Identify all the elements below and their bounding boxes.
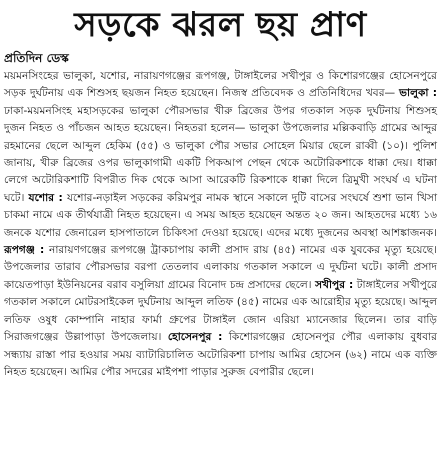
- body-segment: যশোর-নড়াইল সড়কের করিমপুর নামক স্থানে সকালে দুটি বাসের সংঘর্ষে শুশা ভান খিসা চাকমা নামে এক তীর্থযাত্রী নিহত হয়েছেন। এ সময় আহত হয়েছেন অন্তত ২০ জন। আহতদের মধ্যে ১৬ জনকে যশোর জেনারেল হাসপাতালে চিকিৎসা দেওয়া হয়েছে। এদের মধ্যে দুজনের অবস্থা আশঙ্কাজনক।: [4, 191, 438, 239]
- article-body: [4, 68, 437, 381]
- headline-container: [4, 0, 437, 50]
- body-segment: টাঙ্গাইলের সখীপুরে গতকাল সকালে মোটরসাইকেল দুর্ঘটনায় আব্দুল লতিফ (৪৫) নামের এক আরোহীর মৃত্যু হয়েছে। আব্দুল লতিফ ওষুধ কোম্পানি নাহার ফার্মা গ্রুপের টাঙ্গাইল জোন এরিয়া ম্যানেজার ছিলেন। তার বাড়ি সিরাজগঞ্জের উল্লাপাড়া উপজেলায়।: [4, 278, 437, 344]
- body-segment: ঢাকা-ময়মনসিংহ মহাসড়কের ভালুকা পৌরসভার খীরু ব্রিজের উপর গতকাল সড়ক দুর্ঘটনায় শিশুসহ দুজন নিহত ও পাঁচজন আহত হয়েছেন। নিহতরা হলেন— ভালুকা উপজেলার মল্লিকবাড়ি গ্রামের আব্দুর রহমানের ছেলে আব্দুল হেকিম (৫৫) ও ভালুকা পৌর সভার সোহেল মিয়ার ছেলে রাব্বী (১০)। পুলিশ জানায়, খীরু ব্রিজের ওপর ভালুকাগামী একটি পিকআপ পেছন থেকে অটোরিকশাকে ধাক্কা দেয়। ধাক্কা লেগে অটোরিকশাটি বিপরীত দিক থেকে আসা আরেকটি রিকশাকে ধাক্কা দিলে ত্রিমুখী সংঘর্ষ এ ঘটনা ঘটে।: [4, 104, 437, 204]
- byline: প্রতিদিন ডেস্ক: [4, 51, 69, 65]
- headline: সড়কে ঝরল ছয় প্রাণ: [74, 5, 367, 45]
- location-label: হোসেনপুর :: [167, 331, 223, 344]
- location-label: যশোর :: [28, 191, 63, 204]
- body-segment: কিশোরগঞ্জের হোসেনপুর পৌর এলাকায় বুধবার সন্ধ্যায় রাস্তা পার হওয়ার সময় ব্যাটারিচালিত অটোরিকশা চাপায় আমির হোসেন (৬২) নামে এক ব্যক্তি নিহত হয়েছেন। আমির পৌর সদরের মাইপশা পাড়ার সুরুজ বেপারীর ছেলে।: [4, 331, 437, 378]
- location-label: সখীপুর :: [315, 278, 354, 291]
- location-label: রূপগঞ্জ :: [4, 244, 45, 257]
- body-segment: ময়মনসিংহের ভালুকা, যশোর, নারায়ণগঞ্জের রূপগঞ্জ, টাঙ্গাইলের সখীপুর ও কিশোরগঞ্জের হোসেনপুরে সড়ক দুর্ঘটনায় এক শিশুসহ ছয়জন নিহত হয়েছেন। নিজস্ব প্রতিবেদক ও প্রতিনিধিদের খবর—: [4, 70, 437, 100]
- location-label: ভালুকা :: [399, 87, 437, 100]
- body-segment: নারায়ণগঞ্জের রূপগঞ্জে ট্রাকচাপায় কালী প্রসাদ রায় (৪৫) নামের এক যুবকের মৃত্যু হয়েছে। উপজেলার তারাব পৌরসভার বরপা তেতলাব এলাকায় গতকাল সকালে এ দুর্ঘটনা ঘটে। কালী প্রসাদ কায়েতপাড়া ইউনিয়নের বরাব বসুলিয়া গ্রামের বিনোদ চন্দ্র প্রসাদের ছেলে।: [4, 244, 438, 291]
